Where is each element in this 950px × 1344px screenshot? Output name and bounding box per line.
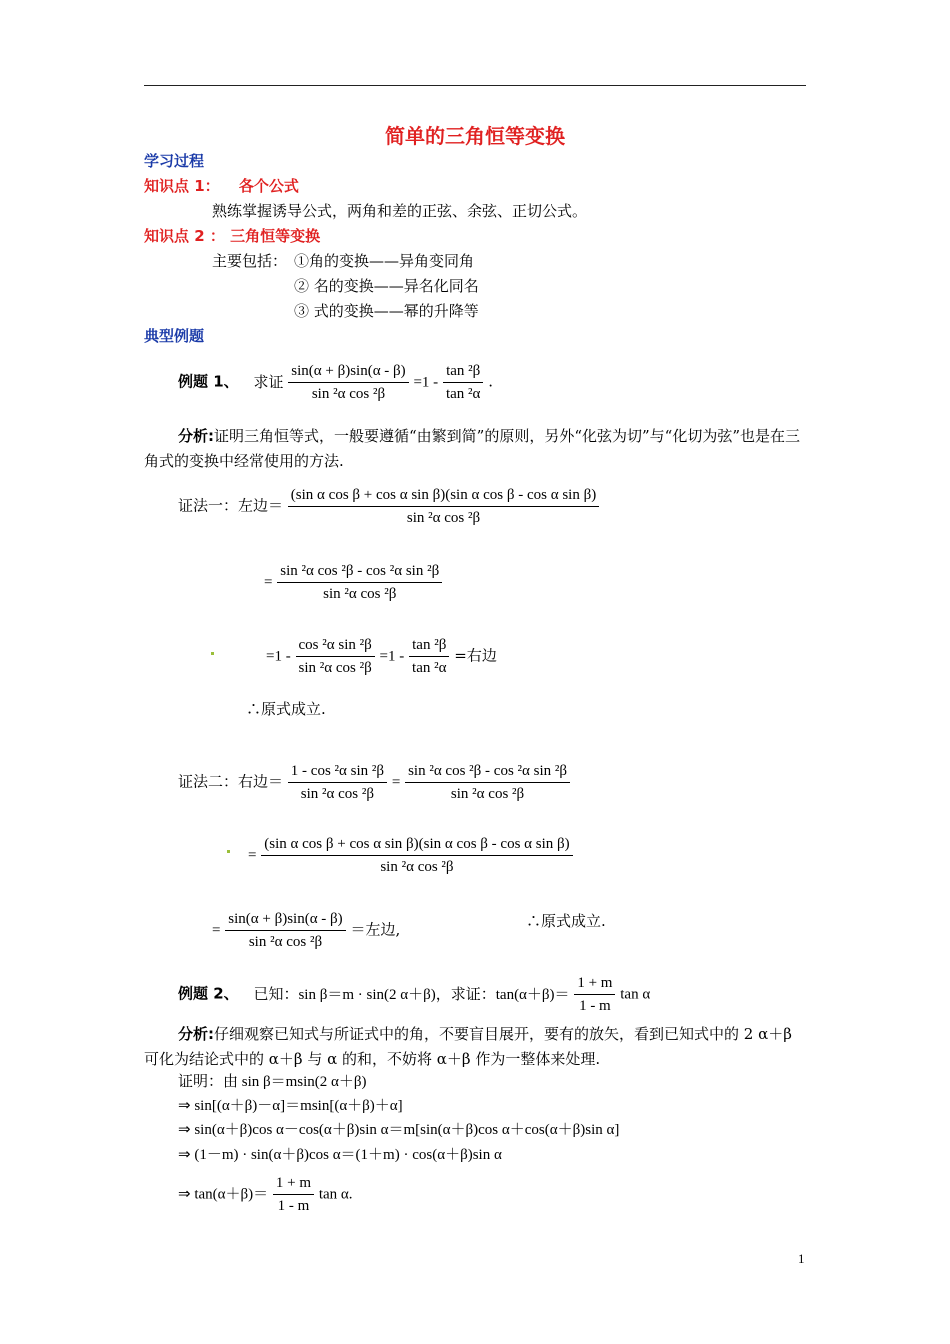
ex1-proof2-end: ＝左边, (350, 920, 401, 939)
ex2-given: 已知：sin β＝m · sin(2 α＋β)，求证：tan(α＋β)＝ (253, 986, 570, 1003)
ex1-proof1-line2 (264, 562, 442, 603)
ex1-proof1-conclusion: ∴原式成立. (246, 700, 326, 718)
ex1-proof1-frac2 (277, 562, 442, 603)
ex1-proof2-frac4-den: sin ²α cos ²β (248, 934, 323, 950)
ex2-analysis-label: 分析: (178, 1025, 214, 1043)
ex1-proof2-frac1-den: sin ²α cos ²β (300, 786, 375, 802)
ex2-given-end: tan α (620, 986, 651, 1003)
ex1-proof2-frac3-den: sin ²α cos ²β (380, 859, 454, 875)
kp2-item-1: ①角的变换——异角变同角 (294, 252, 475, 270)
ex1-proof1-frac1-num: (sin α cos β + cos α sin β)(sin α cos β - cos α sin β) (288, 486, 599, 507)
ex1-proof2-eq1: = (391, 774, 401, 791)
kp2-label: 知识点 2 ： (144, 227, 225, 245)
ex1-proof1-frac4-num: tan ²β (409, 636, 449, 657)
artifact-dot (227, 850, 230, 853)
ex1-proof2-label: 证法二：右边＝ (178, 772, 284, 791)
ex1-proof2-frac1 (288, 762, 387, 803)
ex1-rhs-den: tan ²α (445, 386, 481, 402)
ex1-proof1-end: =右边 (454, 646, 497, 665)
ex1-lhs-fraction (288, 362, 408, 403)
ex2-last-step (178, 1174, 353, 1215)
ex1-proof2-frac3-num: (sin α cos β + cos α sin β)(sin α cos β - cos α sin β) (261, 835, 572, 856)
ex1-proof2-eq2: = (248, 847, 257, 864)
header-rule (144, 85, 806, 86)
kp1-name: 各个公式 (238, 177, 299, 195)
ex1-proof2-frac4-num: sin(α + β)sin(α - β) (225, 910, 345, 931)
kp1-label: 知识点 1： (144, 177, 220, 195)
ex1-proof2-conclusion: ∴原式成立. (526, 912, 606, 930)
ex1-lhs-den: sin ²α cos ²β (311, 386, 386, 402)
ex2-step-4: ⇒ (1－m) · sin(α＋β)cos α＝(1＋m) · cos(α＋β)sin α (178, 1147, 502, 1163)
section-study: 学习过程 (144, 152, 205, 170)
ex2-last-den: 1 - m (277, 1198, 310, 1214)
ex2-step-2: ⇒ sin[(α＋β)－α]＝msin[(α＋β)＋α] (178, 1098, 403, 1114)
ex1-proof2-line2 (248, 835, 573, 876)
ex1-proof2-line1 (178, 762, 570, 803)
ex1-proof1-line3 (266, 636, 497, 677)
ex2-frac-num: 1 + m (574, 974, 615, 995)
ex1-proof2-frac2 (405, 762, 570, 803)
ex2-last-end: tan α. (318, 1186, 353, 1203)
ex1-proof2-frac2-den: sin ²α cos ²β (450, 786, 525, 802)
ex2-statement (178, 974, 650, 1015)
ex1-proof1-eq3: =1 - (266, 648, 291, 665)
ex1-rhs-fraction (443, 362, 483, 403)
ex1-proof2-eq3: = (212, 922, 221, 939)
ex1-proof2-frac1-num: 1 - cos ²α sin ²β (288, 762, 387, 783)
ex1-analysis (144, 424, 808, 474)
ex2-step-3: ⇒ sin(α＋β)cos α－cos(α＋β)sin α＝m[sin(α＋β)cos α＋cos(α＋β)sin α] (178, 1122, 620, 1138)
ex2-analysis (144, 1022, 808, 1072)
ex1-statement (178, 362, 493, 403)
ex1-proof1-frac2-num: sin ²α cos ²β - cos ²α sin ²β (277, 562, 442, 583)
ex1-proof1-frac2-den: sin ²α cos ²β (323, 586, 397, 602)
artifact-dot (211, 652, 214, 655)
ex2-last-num: 1 + m (273, 1174, 314, 1195)
ex1-proof2-frac4 (225, 910, 345, 951)
ex1-proof1-frac4 (409, 636, 449, 677)
ex1-proof1-label: 证法一：左边＝ (178, 496, 284, 515)
ex2-last-fraction (273, 1174, 314, 1215)
ex2-step-1: 证明：由 sin β＝msin(2 α＋β) (178, 1074, 367, 1090)
ex1-proof1-frac3 (296, 636, 375, 677)
kp2-intro: 主要包括： (212, 252, 288, 270)
ex1-proof1-eq4: =1 - (379, 648, 405, 665)
kp2-name: 三角恒等变换 (230, 227, 321, 245)
ex1-proof1-frac1 (288, 486, 599, 527)
ex1-label: 例题 1、 (178, 372, 239, 391)
ex1-proof1-frac3-num: cos ²α sin ²β (296, 636, 375, 657)
ex1-prefix: 求证 (253, 372, 284, 391)
ex2-fraction (574, 974, 615, 1015)
ex1-end: . (488, 372, 493, 391)
ex2-analysis-text: 仔细观察已知式与所证式中的角，不要盲目展开，要有的放矢，看到已知式中的 2 α＋β 可化为结论式中的 α＋β 与 α 的和，不妨将 α＋β 作为一整体来处理. (144, 1025, 792, 1068)
page-number: 1 (798, 1251, 805, 1266)
ex1-lhs-num: sin(α + β)sin(α - β) (288, 362, 408, 383)
ex1-rhs-num: tan ²β (443, 362, 483, 383)
ex1-proof1-eq2: = (264, 574, 273, 591)
kp2-heading (144, 227, 320, 245)
kp1-text: 熟练掌握诱导公式，两角和差的正弦、余弦、正切公式。 (212, 202, 588, 220)
kp1-heading (144, 177, 299, 195)
ex2-label: 例题 2、 (178, 984, 239, 1003)
kp2-item-2: ② 名的变换——异名化同名 (294, 277, 479, 295)
ex1-proof1-frac1-den: sin ²α cos ²β (406, 510, 481, 526)
kp2-item-3: ③ 式的变换——幂的升降等 (294, 302, 479, 320)
ex1-proof1-frac3-den: sin ²α cos ²β (298, 660, 372, 676)
ex1-proof2-frac3 (261, 835, 572, 876)
ex1-proof2-frac2-num: sin ²α cos ²β - cos ²α sin ²β (405, 762, 570, 783)
ex1-proof1-line1 (178, 486, 599, 527)
ex1-eq: =1 - (413, 374, 439, 391)
ex1-proof1-frac4-den: tan ²α (412, 660, 447, 676)
ex1-analysis-label: 分析: (178, 427, 214, 445)
ex1-analysis-text: 证明三角恒等式，一般要遵循“由繁到简”的原则，另外“化弦为切”与“化切为弦”也是在三角式的变换中经常使用的方法. (144, 427, 801, 470)
page-title: 简单的三角恒等变换 (385, 124, 565, 148)
ex2-last-prefix: ⇒ tan(α＋β)＝ (178, 1186, 269, 1203)
ex1-proof2-line3 (212, 910, 400, 951)
section-examples: 典型例题 (144, 327, 205, 345)
ex2-frac-den: 1 - m (579, 998, 611, 1014)
